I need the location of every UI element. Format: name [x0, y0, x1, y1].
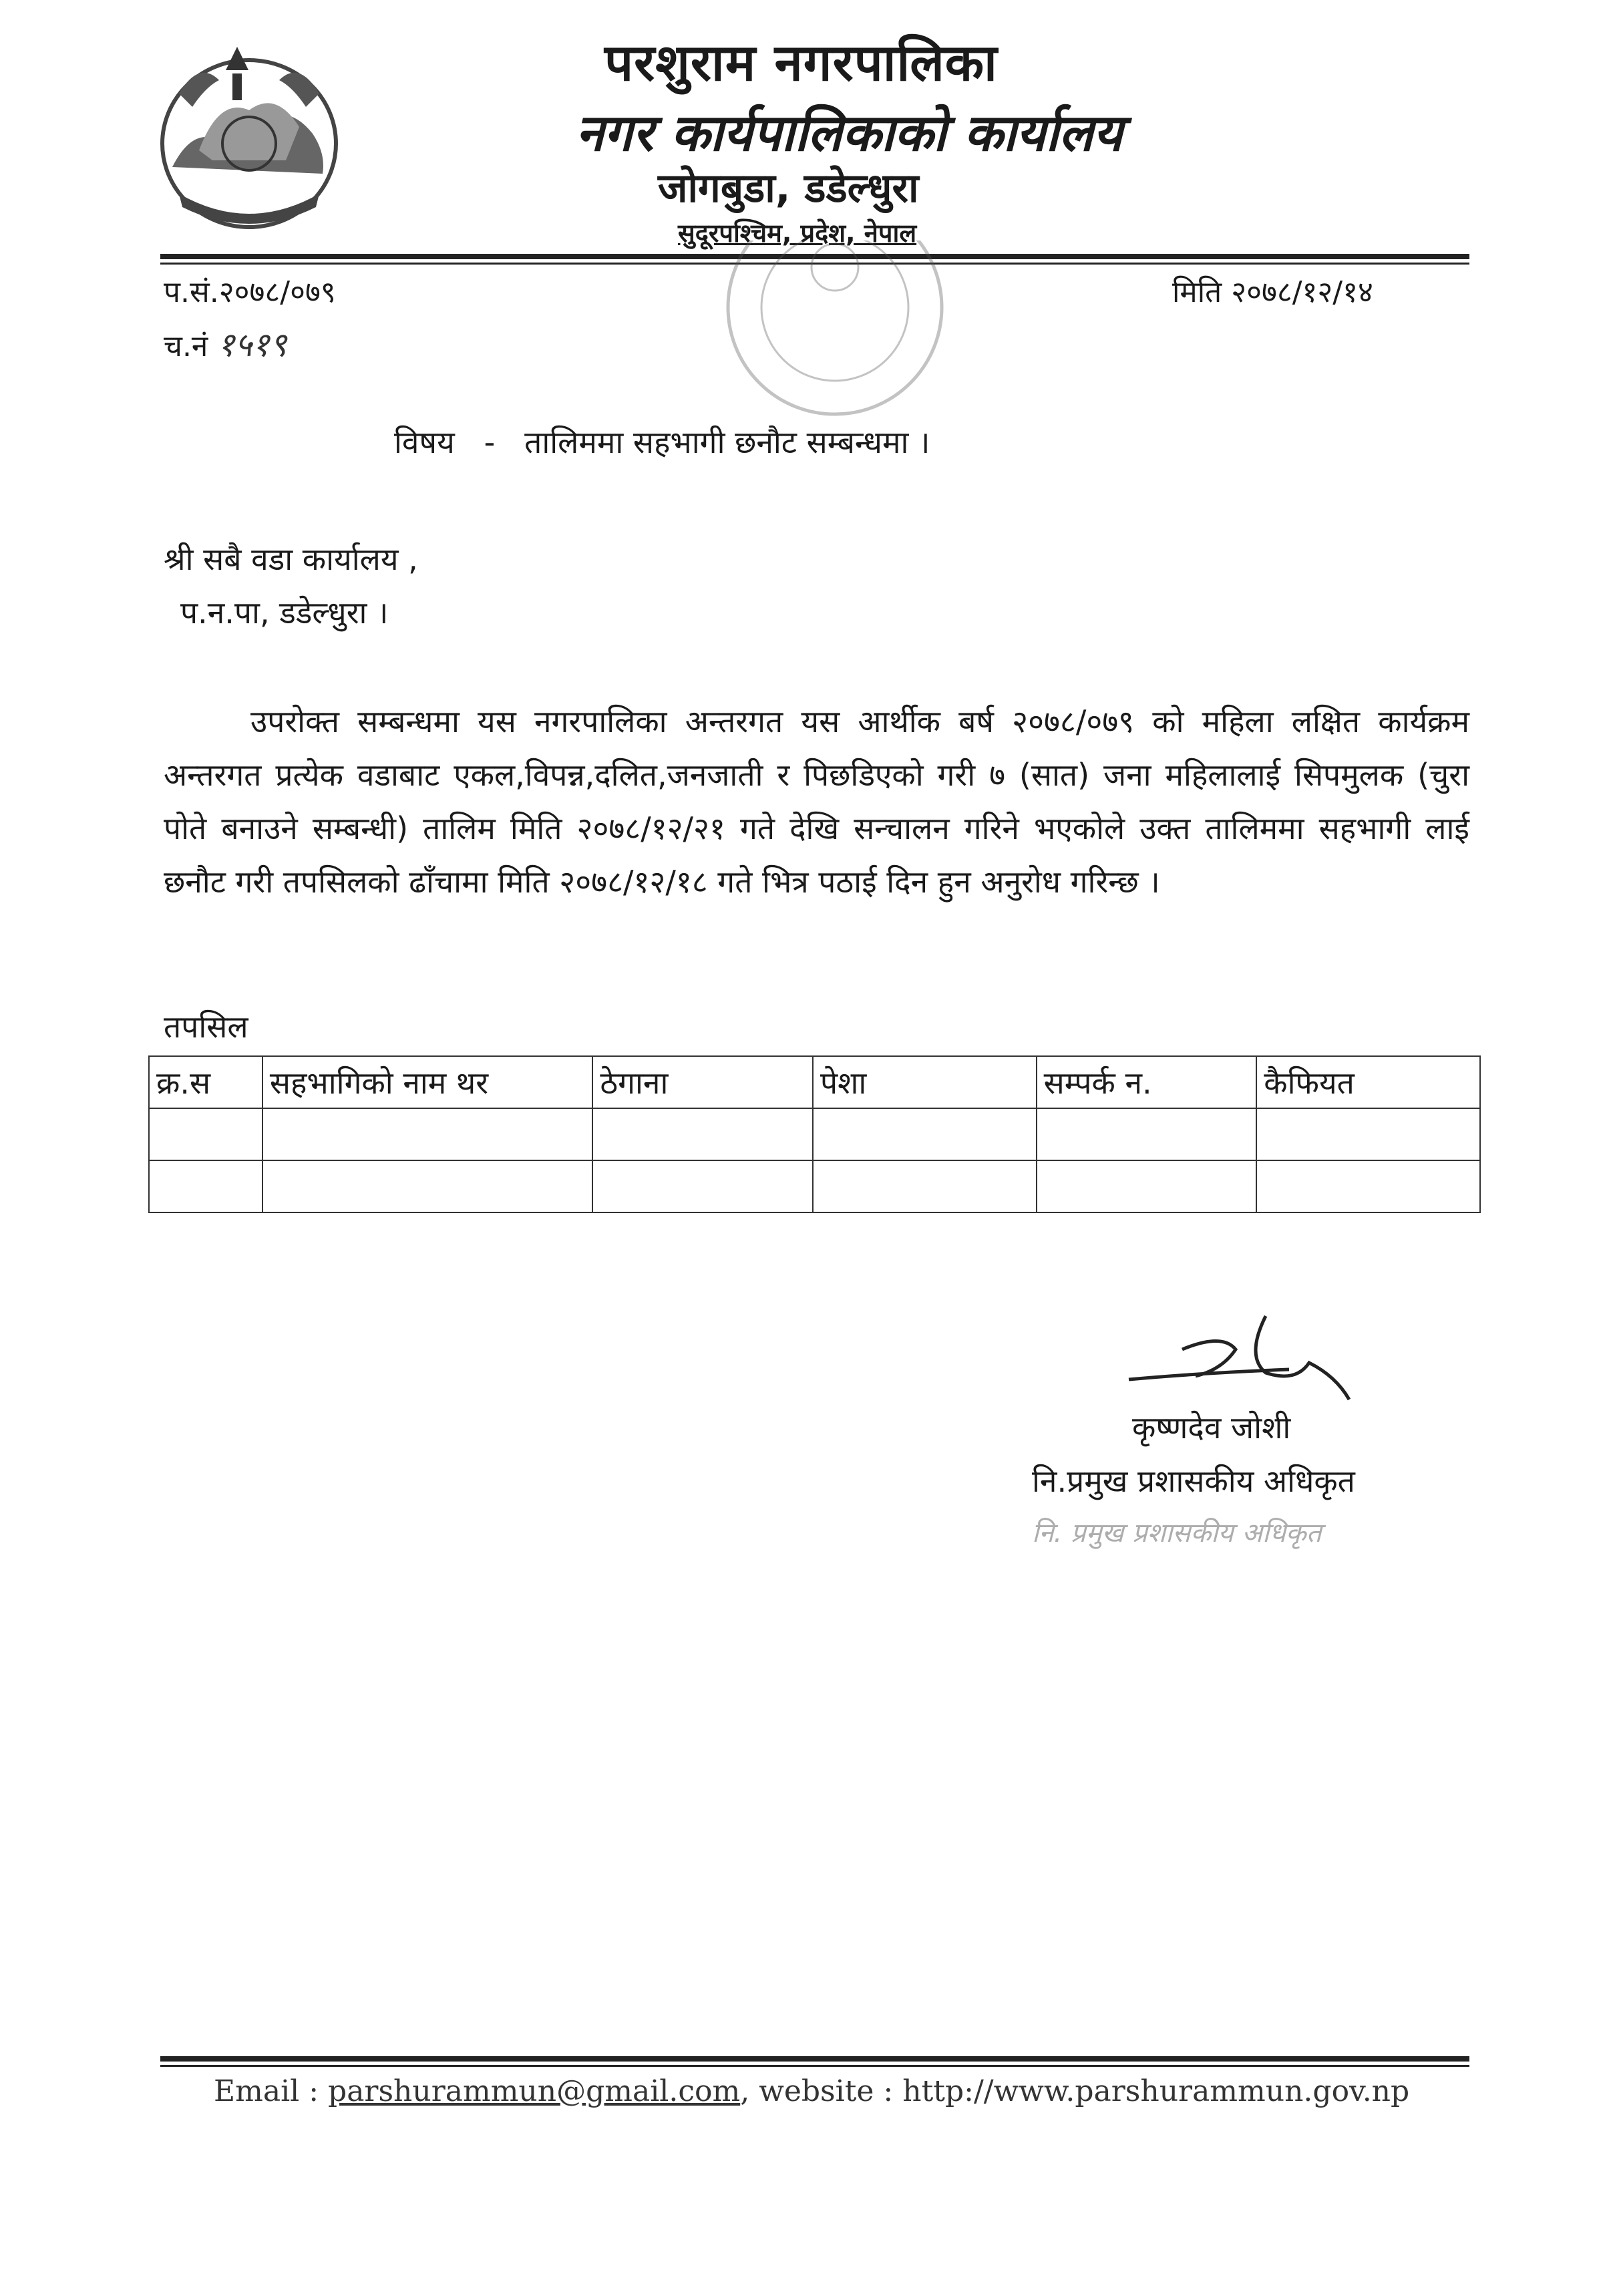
date-value: २०७८/१२/१४	[1231, 275, 1373, 309]
col-occupation: पेशा	[813, 1056, 1037, 1108]
website-link[interactable]: http://www.parshurammun.gov.np	[902, 2074, 1410, 2108]
participant-table	[148, 1055, 1481, 1213]
table-row	[149, 1108, 1480, 1160]
footer-contact	[214, 2074, 1409, 2108]
table-header-row	[149, 1056, 1480, 1108]
email-label: Email :	[214, 2074, 319, 2108]
letter-number-value: २०७८/०७९	[218, 275, 336, 309]
subject-line	[394, 421, 930, 462]
table-cell	[262, 1160, 593, 1212]
office-location: जोगबुडा, डडेल्धुरा	[658, 165, 919, 212]
letter-number-label: प.सं.	[164, 275, 219, 309]
email-link[interactable]: parshurammun@gmail.com	[328, 2074, 741, 2108]
dispatch-number-value: १५१९	[217, 325, 287, 364]
table-cell	[149, 1160, 262, 1212]
addressee-line2: प.न.पा, डडेल्धुरा ।	[180, 595, 389, 631]
footer-rule-thin	[160, 2065, 1469, 2067]
table-cell	[592, 1108, 813, 1160]
website-label: , website :	[740, 2074, 894, 2108]
signatory-name: कृष्णदेव जोशी	[1132, 1410, 1291, 1446]
office-name-line2: नगर कार्यपालिकाको कार्यालय	[576, 103, 1123, 162]
footer-rule-thick	[160, 2056, 1469, 2062]
addressee-line1: श्री सबै वडा कार्यालय ,	[164, 541, 418, 577]
table-cell	[1037, 1160, 1257, 1212]
col-serial: क्र.स	[149, 1056, 262, 1108]
col-address: ठेगाना	[592, 1056, 813, 1108]
office-seal-icon	[695, 240, 975, 428]
table-cell	[1256, 1160, 1480, 1212]
date-label: मिति	[1172, 275, 1222, 309]
subject-separator: -	[484, 424, 496, 460]
signatory-title: नि.प्रमुख प्रशासकीय अधिकृत	[1032, 1463, 1355, 1499]
handwritten-signature-icon	[1122, 1309, 1363, 1416]
letter-number	[164, 271, 336, 311]
table-cell	[1037, 1108, 1257, 1160]
table-cell	[592, 1160, 813, 1212]
table-cell	[262, 1108, 593, 1160]
designation-stamp: नि. प्रमुख प्रशासकीय अधिकृत	[1032, 1518, 1322, 1548]
subject-label: विषय	[394, 424, 455, 460]
table-row	[149, 1160, 1480, 1212]
table-cell	[813, 1108, 1037, 1160]
table-cell	[149, 1108, 262, 1160]
table-cell	[1256, 1108, 1480, 1160]
body-paragraph: उपरोक्त सम्बन्धमा यस नगरपालिका अन्तरगत यस आर्थीक बर्ष २०७८/०७९ को महिला लक्षित कार्यक्रम अन्तरगत प्रत्येक वडाबाट एकल,विपन्न,दलित,जनजाती र पिछडिएको गरी ७ (सात) जना महिलालाई सिपमुलक (चुरा पोते बनाउने सम्बन्धी) तालिम मिति २०७८/१२/२१ गते देखि सन्चालन गरिने भएकोले उक्त तालिममा सहभागी लाई छनौट गरी तपसिलको ढाँचामा मिति २०७८/१२/१८ गते भित्र पठाई दिन हुन अनुरोध गरिन्छ ।	[164, 703, 1469, 900]
nepal-emblem-icon	[152, 33, 346, 234]
subject-text: तालिममा सहभागी छनौट सम्बन्धमा ।	[524, 424, 930, 460]
col-remarks: कैफियत	[1256, 1056, 1480, 1108]
col-contact-number: सम्पर्क न.	[1037, 1056, 1257, 1108]
office-name-line1: परशुराम नगरपालिका	[604, 33, 998, 92]
office-province: सुदूरपश्चिम, प्रदेश, नेपाल	[678, 218, 917, 248]
col-participant-name: सहभागिको नाम थर	[262, 1056, 593, 1108]
dispatch-number-label: च.नं	[164, 329, 208, 363]
dispatch-number	[164, 321, 287, 366]
table-cell	[813, 1160, 1037, 1212]
letter-date	[1172, 271, 1373, 311]
tapasil-label: तपसिल	[164, 1009, 248, 1045]
